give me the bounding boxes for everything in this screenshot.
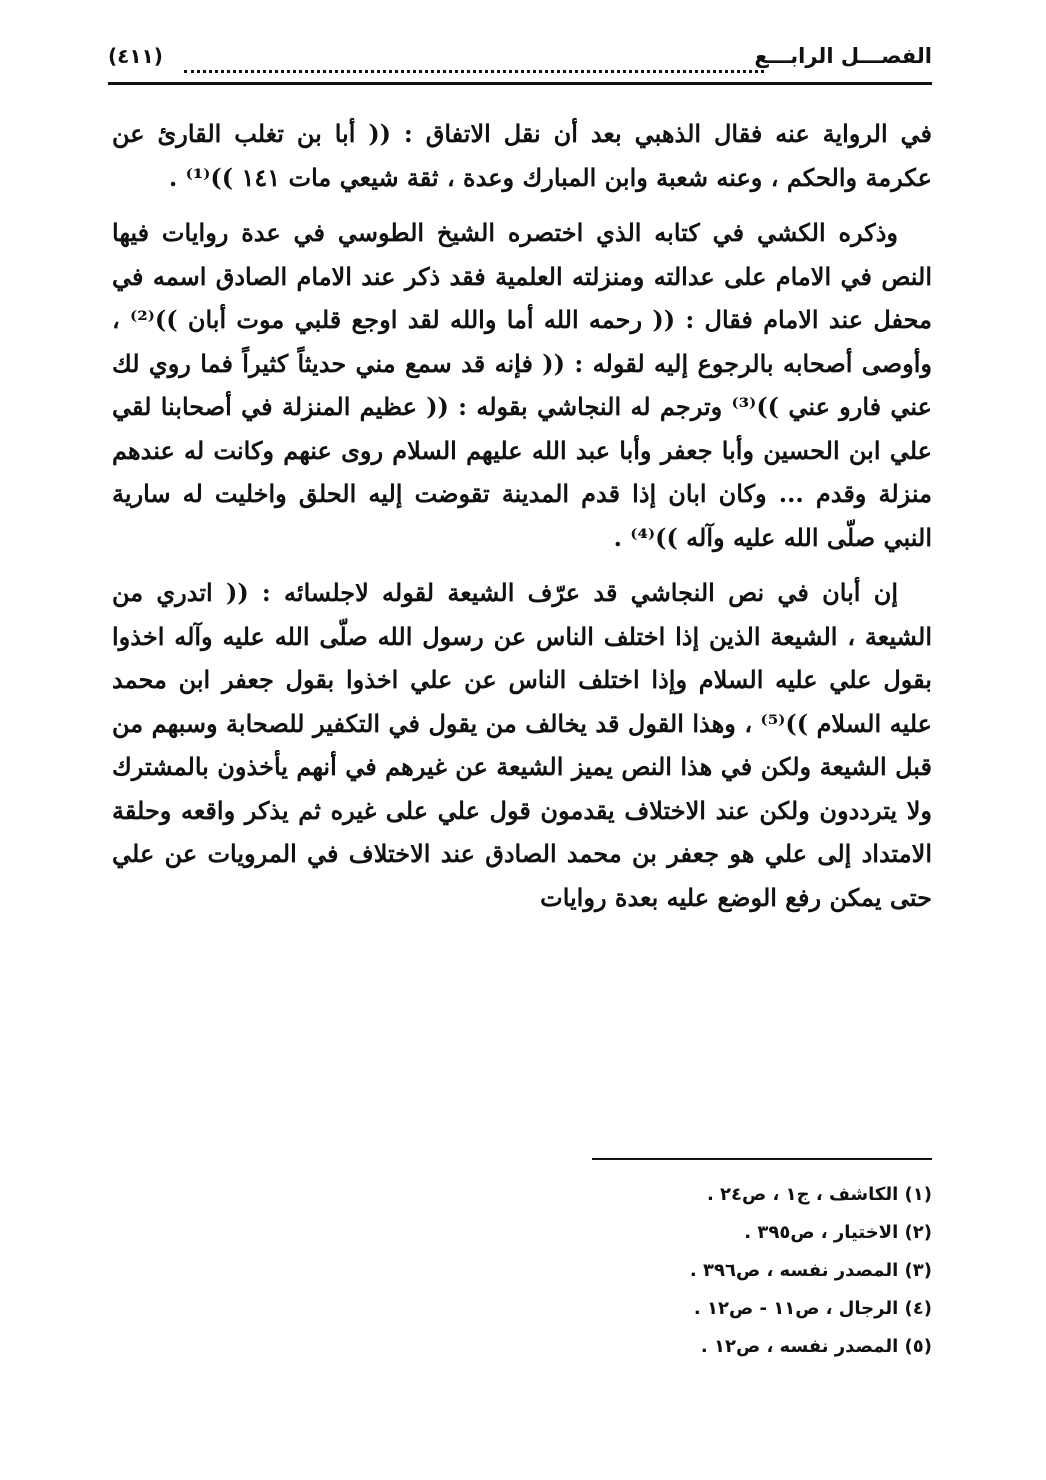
paragraph-3: إن أبان في نص النجاشي قد عرّف الشيعة لقوله لاجلسائه : (( اتدري من الشيعة ، الشيعة الذين إذا اختلف الناس عن رسول الله صلّى الله عليه وآله اخذوا بقول علي عليه السلام وإذا اختلف الناس عن علي اخذوا بقول جعفر ابن محمد عليه السلام ))⁽⁵⁾ ، وهذا القول قد يخالف من يقول في التكفير للصحابة وسبهم من قبل الشيعة ولكن في هذا النص يميز الشيعة عن غيرهم في أنهم يأخذون بالمشترك ولا يترددون ولكن عند الاختلاف يقدمون قول علي على غيره ثم يذكر واقعه وحلقة الامتداد إلى علي هو جعفر بن محمد الصادق عند الاختلاف في المرويات عن علي حتى يمكن رفع الوضع عليه بعدة روايات (112, 578, 933, 912)
running-header (108, 38, 932, 85)
footnotes-list (432, 1176, 932, 1366)
footnote-2: (٢) الاختيار ، ص٣٩٥ . (744, 1222, 932, 1243)
footnote-1: (١) الكاشف ، ج١ ، ص٢٤ . (706, 1184, 932, 1205)
page-number: (٤١١) (108, 44, 163, 68)
footnote-separator (592, 1158, 932, 1160)
paragraph-2: وذكره الكشي في كتابه الذي اختصره الشيخ الطوسي في عدة روايات فيها النص في الامام على عدالته ومنزلته العلمية فقد ذكر عند الامام الصادق اسمه في محفل عند الامام فقال : (( رحمه الله أما والله لقد اوجع قلبي موت أبان ))⁽²⁾ ، وأوصى أصحابه بالرجوع إليه لقوله : (( فإنه قد سمع مني حديثاً كثيراً فما روي لك عني فارو عني ))⁽³⁾ وترجم له النجاشي بقوله : (( عظيم المنزلة في أصحابنا لقي علي ابن الحسين وأبا جعفر وأبا عبد الله عليهم السلام روى عنهم وكانت له عندهم منزلة وقدم ... وكان ابان إذا قدم المدينة تقوضت إليه الحلق واخليت له سارية النبي صلّى الله عليه وآله ))⁽⁴⁾ . (112, 218, 932, 552)
main-text (112, 112, 932, 931)
footnote-3: (٣) المصدر نفسه ، ص٣٩٦ . (689, 1260, 932, 1281)
footnote-5: (٥) المصدر نفسه ، ص١٢ . (700, 1336, 932, 1357)
paragraph-1: في الرواية عنه فقال الذهبي بعد أن نقل الاتفاق : (( أبا بن تغلب القارئ عن عكرمة والحكم ، وعنه شعبة وابن المبارك وعدة ، ثقة شيعي مات ١٤١ ))⁽¹⁾ . (112, 119, 932, 192)
footnote-4: (٤) الرجال ، ص١١ - ص١٢ . (693, 1298, 932, 1319)
header-leader-dots (184, 44, 764, 73)
chapter-title: الفصـــل الرابـــع (754, 44, 932, 68)
